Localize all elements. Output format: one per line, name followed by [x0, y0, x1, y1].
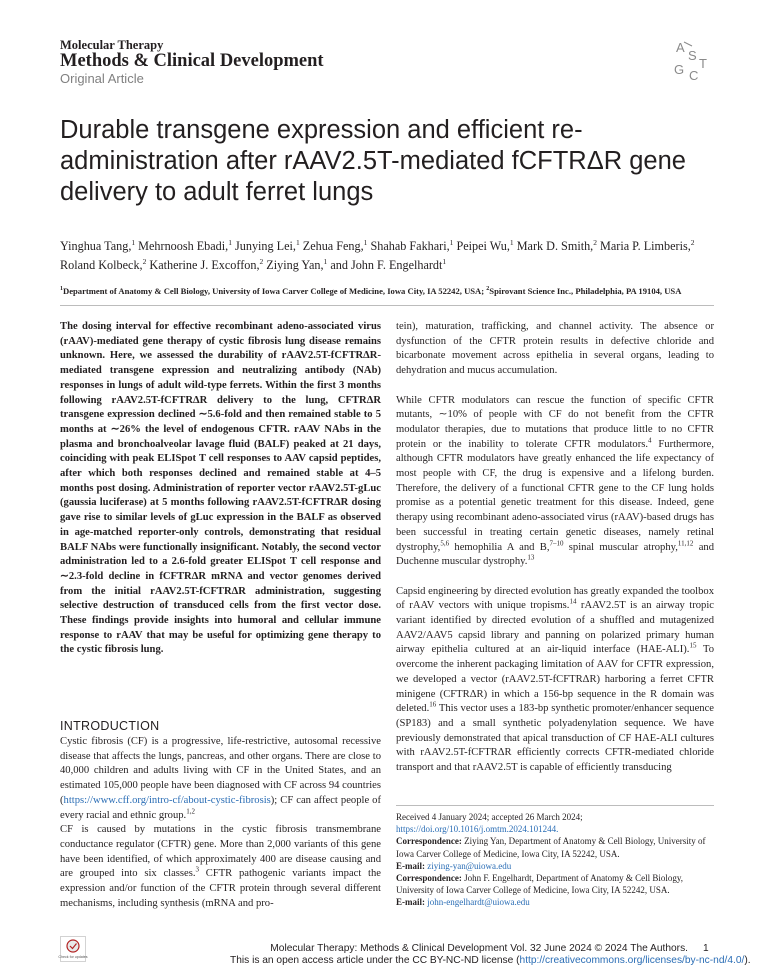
author-name: Mehrnoosh Ebadi, [138, 239, 229, 253]
svg-text:Check for updates: Check for updates [58, 955, 88, 959]
affiliations: $^1$Department of Anatomy & Cell Biology, University of Iowa Carver College of Medicine, Iowa City, IA 52242, USA; $^2$Spirovant Science Inc., Philadelphia, PA 19104, USA [60, 286, 682, 296]
author-affiliation-marker: 1 [442, 256, 447, 266]
intro-paragraph-2: CF is caused by mutations in the cystic fibrosis transmembrane conductance regulator (CFTR) gene. More than 2,000 variants of this gene have been identified, of which approximately 400 are disease causing and are grouped into six classes.$^3$ CFTR pathogenic variants impact the expression and/or function of the CFTR protein through several different mechanisms, including synthesis (mRNA and pro- [60, 824, 381, 909]
author-name: Yinghua Tang, [60, 239, 132, 253]
author-affiliation-marker: 1 [323, 256, 328, 266]
svg-text:S: S [688, 48, 697, 63]
author-name: Maria P. Limberis, [600, 239, 691, 253]
svg-text:A: A [676, 40, 685, 55]
page-number: 1 [703, 943, 709, 954]
right-paragraph-3: Capsid engineering by directed evolution has greatly expanded the toolbox of rAAV vectors with unique tropisms.$^{14}$ rAAV2.5T is an airway tropic variant identified by directed evolution of a shuffled and mutagenized AAV2/AAV5 capsid library and panning on polarized primary human airway epithelia cultured at an air-liquid interface (HAE-ALI).$^{15}$ To overcome the inherent packaging limitation of AAV for CFTR expression, we developed a vector (rAAV2.5T-fCFTRΔR) harboring a ferret CFTR minigene (CFTRΔR) in which a 156-bp sequence in the R domain was deleted.$^{16}$ This vector uses a 183-bp synthetic promoter/enhancer sequence (SP183) and a small synthetic polyadenylation sequence. We have previously demonstrated that apical transduction of CF HAE-ALI cultures with rAAV2.5T-fCFTRΔR efficiently corrects CFTR-mediated chloride transport and that rAAV2.5T is capable of efficiently transducing [396, 585, 714, 774]
author-affiliation-marker: 2 [259, 256, 264, 266]
abstract: The dosing interval for effective recombinant adeno-associated virus (rAAV)-mediated gene therapy of cystic fibrosis lung disease remains unknown. Here, we assessed the durability of rAAV2.5T-fCFTRΔR-mediated transgene expression and neutralizing antibody (NAb) responses in lungs of adult wild-type ferrets. Within the first 3 months following rAAV2.5T-fCFTRΔR delivery to the lung, CFTRΔR transgene expression declined ∼5.6-fold and then remained stable to 5 months at ∼26% the level of endogenous CFTR. rAAV NAbs in the plasma and bronchoalveolar lavage fluid (BALF) peaked at 21 days, coinciding with peak ELISpot T cell responses to AAV capsid peptides, after which both responses declined and remained stable at 4–5 months post dosing. Administration of reporter vector rAAV2.5T-gLuc (gaussia luciferase) at 5 months following rAAV2.5T-fCFTRΔR dosing gave rise to similar levels of gLuc expression in the BALF as observed in age-matched reporter-only controls, demonstrating that residual BALF NAbs were functionally insignificant. Notably, the second vector administration led to a 2.6-fold greater ELISpot T cell response and ∼2.3-fold decline in fCFTRΔR mRNA and vector genomes derived from the initial rAAV2.5T-fCFTRΔR administration, suggesting selective destruction of transduced cells from the first vector dose. These findings provide insights into humoral and cellular immune response to rAAV that may be useful for optimizing gene therapy to the cystic fibrosis lung. [60, 321, 381, 656]
introduction-text [60, 735, 381, 911]
journal-name-line1: Molecular Therapy [60, 38, 164, 52]
author-affiliation-marker: 2 [142, 256, 147, 266]
right-column-text [396, 320, 714, 790]
author-name: Mark D. Smith, [516, 239, 594, 253]
license-link[interactable]: http://creativecommons.org/licenses/by-nc-nd/4.0/ [519, 955, 745, 966]
asgct-logo-icon [662, 36, 714, 88]
author-name: Ziying Yan, [266, 258, 324, 272]
footer-citation: Molecular Therapy: Methods & Clinical Development Vol. 32 June 2024 © 2024 The Authors. [270, 943, 688, 954]
author-name: Shahab Fakhari, [370, 239, 450, 253]
crossmark-icon[interactable] [60, 936, 86, 962]
author-affiliation-marker: 1 [449, 237, 454, 247]
author-name: Roland Kolbeck, [60, 258, 143, 272]
author-affiliation-marker: 2 [690, 237, 695, 247]
svg-text:G: G [674, 62, 685, 77]
doi-link[interactable]: https://doi.org/10.1016/j.omtm.2024.101244. [396, 824, 559, 835]
author-affiliation-marker: 1 [131, 237, 136, 247]
author-list [60, 237, 720, 275]
email-link-2[interactable]: john-engelhardt@uiowa.edu [427, 897, 530, 908]
article-title: Durable transgene expression and efficient re-administration after rAAV2.5T-mediated fCFTRΔR gene delivery to adult ferret lungs [60, 116, 686, 206]
intro-paragraph-1: Cystic fibrosis (CF) is a progressive, life-restrictive, autosomal recessive disease that affects the lungs, pancreas, and other organs. There are close to 40,000 children and adults living with CF in the United States, and an estimated 105,000 people have been diagnosed with CF across 94 countries (https://www.cff.org/intro-cf/about-cystic-fibrosis); CF can affect people of every racial and ethnic group.$^{1,2}$ [60, 736, 381, 821]
author-affiliation-marker: 1 [509, 237, 514, 247]
correspondence-2: Correspondence: John F. Engelhardt, Department of Anatomy & Cell Biology, University of Iowa Carver College of Medicine, Iowa City, IA 52242, USA. [396, 873, 683, 896]
author-name: Zehua Feng, [302, 239, 364, 253]
svg-text:C: C [689, 68, 699, 83]
correspondence-1: Correspondence: Ziying Yan, Department of Anatomy & Cell Biology, University of Iowa Carver College of Medicine, Iowa City, IA 52242, USA. [396, 836, 706, 859]
article-type: Original Article [60, 71, 144, 86]
journal-name-line2: Methods & Clinical Development [60, 51, 324, 71]
cff-link[interactable]: https://www.cff.org/intro-cf/about-cystic-fibrosis [63, 794, 271, 806]
author-affiliation-marker: 1 [228, 237, 232, 247]
author-name: and John F. Engelhardt [330, 258, 443, 272]
author-affiliation-marker: 1 [295, 237, 300, 247]
svg-text:T: T [699, 56, 707, 71]
section-heading-introduction: INTRODUCTION [60, 719, 160, 733]
author-affiliation-marker: 2 [593, 237, 597, 247]
email-link-1[interactable]: ziying-yan@uiowa.edu [427, 860, 512, 871]
email-2: E-mail: john-engelhardt@uiowa.edu [396, 897, 530, 908]
article-info [396, 811, 714, 909]
header-divider [60, 305, 714, 306]
author-name: Junying Lei, [235, 239, 296, 253]
author-name: Peipei Wu, [456, 239, 510, 253]
received-dates: Received 4 January 2024; accepted 26 March 2024; [396, 812, 583, 822]
author-name: Katherine J. Excoffon, [149, 258, 260, 272]
email-1: E-mail: ziying-yan@uiowa.edu [396, 860, 512, 871]
right-paragraph-1: tein), maturation, trafficking, and channel activity. The absence or dysfunction of the CFTR protein results in defective chloride and bicarbonate movement across epithelia in several organs, leading to dehydration and mucus accumulation. [396, 321, 714, 377]
author-affiliation-marker: 1 [363, 237, 368, 247]
received-divider [396, 805, 714, 806]
footer-license: This is an open access article under the CC BY-NC-ND license (http://creativecommons.org/licenses/by-nc-nd/4.0/). [230, 955, 751, 966]
right-paragraph-2: While CFTR modulators can rescue the function of specific CFTR mutants, ∼10% of people with CF do not benefit from the CFTR modulator therapies, due to mutations that produce little to no CFTR protein or the inability to tolerate CFTR modulators.$^4$ Furthermore, although CFTR modulators have greatly enhanced the life expectancy of most people with CF, the drug is expensive and a lifelong burden. Therefore, the delivery of a functional CFTR gene to the CF lung holds promise as a potential genetic treatment for this disease. Indeed, gene therapy using recombinant adeno-associated virus (rAAV)-based drugs has been successful in treating certain genetic diseases, namely retinal dystrophy,$^{5,6}$ hemophilia A and B,$^{7-10}$ spinal muscular atrophy,$^{11,12}$ and Duchenne muscular dystrophy.$^{13}$ [396, 394, 714, 568]
